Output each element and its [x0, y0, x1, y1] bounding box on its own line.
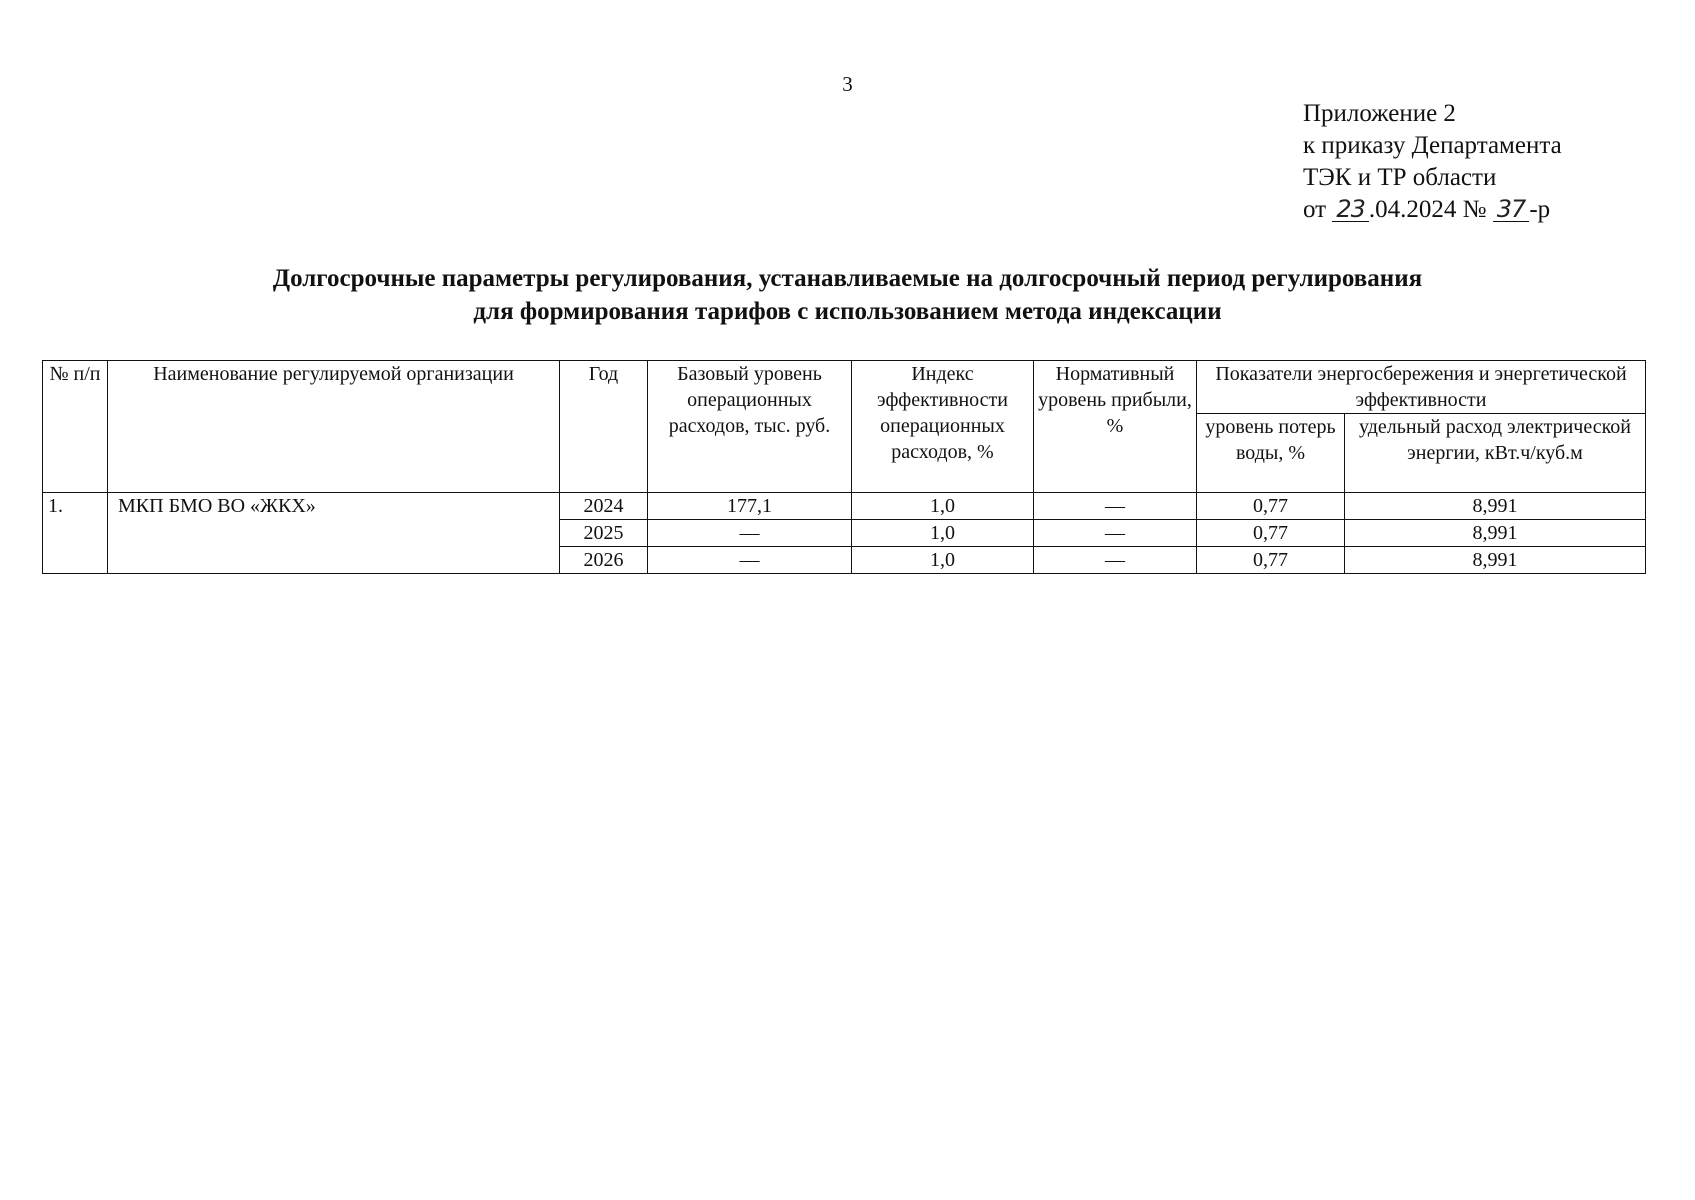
- header-num: № п/п: [43, 361, 108, 493]
- header-base-level: Базовый уровень операционных расходов, тыс. руб.: [648, 361, 852, 493]
- appendix-line-2: к приказу Департамента: [1303, 132, 1562, 159]
- cell-profit-level: —: [1034, 520, 1197, 547]
- cell-year: 2024: [560, 493, 648, 520]
- cell-efficiency-index: 1,0: [852, 520, 1034, 547]
- page-number: [0, 72, 1695, 97]
- appendix-block: [1303, 98, 1562, 226]
- cell-water-loss: 0,77: [1197, 547, 1345, 574]
- header-year: Год: [560, 361, 648, 493]
- header-energy-group: Показатели энергосбережения и энергетической эффективности: [1197, 361, 1646, 414]
- cell-electricity: 8,991: [1345, 520, 1646, 547]
- header-profit-level: Нормативный уровень прибыли, %: [1034, 361, 1197, 493]
- title-line-1: Долгосрочные параметры регулирования, устанавливаемые на долгосрочный период регулирования: [272, 265, 1423, 292]
- date-day-handwritten: 23: [1332, 197, 1369, 222]
- header-electricity: удельный расход электрической энергии, кВт.ч/куб.м: [1345, 414, 1646, 493]
- cell-profit-level: —: [1034, 493, 1197, 520]
- order-number-handwritten: 37: [1493, 197, 1530, 222]
- header-efficiency-index: Индекс эффективности операционных расходов, %: [852, 361, 1034, 493]
- cell-base-level: —: [648, 547, 852, 574]
- appendix-line-1: Приложение 2: [1303, 100, 1456, 127]
- cell-year: 2026: [560, 547, 648, 574]
- cell-profit-level: —: [1034, 547, 1197, 574]
- cell-base-level: 177,1: [648, 493, 852, 520]
- date-rest: .04.2024 №: [1368, 196, 1493, 223]
- header-name: Наименование регулируемой организации: [108, 361, 560, 493]
- page-number-text: 3: [842, 72, 853, 96]
- org-name: МКП БМО ВО «ЖКХ»: [108, 493, 560, 574]
- document-title: [0, 262, 1695, 328]
- appendix-date-line: [1303, 194, 1562, 226]
- appendix-line-3: ТЭК и ТР области: [1303, 164, 1497, 191]
- cell-efficiency-index: 1,0: [852, 547, 1034, 574]
- cell-base-level: —: [648, 520, 852, 547]
- org-num: 1.: [43, 493, 108, 574]
- header-water-loss: уровень потерь воды, %: [1197, 414, 1345, 493]
- cell-year: 2025: [560, 520, 648, 547]
- parameters-table: [42, 360, 1646, 574]
- cell-electricity: 8,991: [1345, 493, 1646, 520]
- order-suffix: -р: [1529, 196, 1551, 223]
- title-line-2: для формирования тарифов с использованием метода индексации: [473, 298, 1222, 325]
- cell-water-loss: 0,77: [1197, 493, 1345, 520]
- cell-electricity: 8,991: [1345, 547, 1646, 574]
- cell-water-loss: 0,77: [1197, 520, 1345, 547]
- cell-efficiency-index: 1,0: [852, 493, 1034, 520]
- date-prefix: от: [1303, 196, 1333, 223]
- table-row: [43, 493, 1646, 520]
